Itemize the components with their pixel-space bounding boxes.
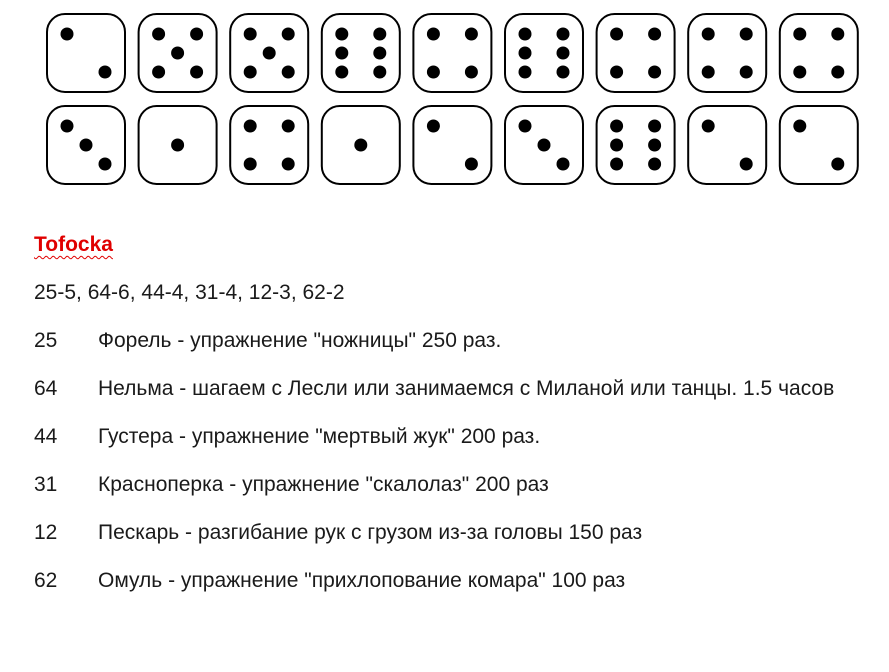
die-outline bbox=[413, 14, 491, 92]
die-face-2 bbox=[688, 106, 766, 184]
die-outline bbox=[688, 14, 766, 92]
die-pip bbox=[335, 28, 348, 41]
die-pip bbox=[282, 120, 295, 133]
entry-text: Густера - упражнение "мертвый жук" 200 раз. bbox=[98, 425, 541, 448]
die-pip bbox=[557, 66, 570, 79]
entry-12 bbox=[34, 516, 874, 550]
die-pip bbox=[282, 66, 295, 79]
die-pip bbox=[648, 139, 661, 152]
die-pip bbox=[335, 47, 348, 60]
entry-code: 44 bbox=[34, 425, 58, 448]
die-pip bbox=[99, 158, 112, 171]
die-pip bbox=[282, 28, 295, 41]
die-face-4 bbox=[230, 106, 308, 184]
die-pip bbox=[373, 66, 386, 79]
dice-area bbox=[0, 0, 889, 200]
die-face-6 bbox=[505, 14, 583, 92]
die-pip bbox=[80, 139, 93, 152]
die-pip bbox=[61, 28, 74, 41]
die-pip bbox=[244, 28, 257, 41]
die-pip bbox=[244, 158, 257, 171]
die-pip bbox=[740, 66, 753, 79]
die-pip bbox=[610, 66, 623, 79]
die-pip bbox=[244, 66, 257, 79]
die-outline bbox=[413, 106, 491, 184]
die-pip bbox=[702, 28, 715, 41]
die-face-4 bbox=[780, 14, 858, 92]
die-pip bbox=[152, 28, 165, 41]
die-pip bbox=[793, 28, 806, 41]
die-pip bbox=[610, 28, 623, 41]
die-face-6 bbox=[597, 106, 675, 184]
die-outline bbox=[322, 14, 400, 92]
die-pip bbox=[427, 28, 440, 41]
die-pip bbox=[538, 139, 551, 152]
entry-code: 12 bbox=[34, 521, 58, 544]
die-pip bbox=[648, 158, 661, 171]
entry-text: Омуль - упражнение "прихлопование комара" 100 раз bbox=[98, 569, 626, 592]
die-pip bbox=[831, 66, 844, 79]
die-outline bbox=[688, 106, 766, 184]
die-outline bbox=[597, 106, 675, 184]
die-face-4 bbox=[597, 14, 675, 92]
die-pip bbox=[831, 158, 844, 171]
entry-text: Нельма - шагаем с Лесли или занимаемся с Миланой или танцы. 1.5 часов bbox=[98, 377, 835, 400]
entry-code: 25 bbox=[34, 329, 58, 352]
die-face-3 bbox=[47, 106, 125, 184]
die-pip bbox=[519, 66, 532, 79]
die-pip bbox=[427, 66, 440, 79]
die-pip bbox=[152, 66, 165, 79]
die-pip bbox=[557, 28, 570, 41]
die-pip bbox=[465, 158, 478, 171]
die-face-2 bbox=[47, 14, 125, 92]
die-pip bbox=[702, 66, 715, 79]
die-pip bbox=[190, 28, 203, 41]
entry-64 bbox=[34, 372, 874, 406]
die-pip bbox=[465, 66, 478, 79]
die-face-1 bbox=[322, 106, 400, 184]
dice-summary: 25-5, 64-6, 44-4, 31-4, 12-3, 62-2 bbox=[34, 281, 345, 304]
die-outline bbox=[780, 106, 858, 184]
entry-code: 64 bbox=[34, 377, 58, 400]
die-face-4 bbox=[688, 14, 766, 92]
die-face-2 bbox=[780, 106, 858, 184]
entry-text: Пескарь - разгибание рук с грузом из-за головы 150 раз bbox=[98, 521, 643, 544]
die-pip bbox=[519, 120, 532, 133]
die-face-6 bbox=[322, 14, 400, 92]
entry-25 bbox=[34, 324, 874, 358]
die-pip bbox=[171, 47, 184, 60]
die-pip bbox=[648, 66, 661, 79]
die-pip bbox=[519, 47, 532, 60]
die-pip bbox=[740, 158, 753, 171]
die-pip bbox=[373, 28, 386, 41]
die-pip bbox=[354, 139, 367, 152]
die-pip bbox=[557, 158, 570, 171]
die-pip bbox=[610, 120, 623, 133]
die-pip bbox=[465, 28, 478, 41]
die-pip bbox=[740, 28, 753, 41]
document-body bbox=[34, 228, 874, 612]
die-face-4 bbox=[413, 14, 491, 92]
die-face-5 bbox=[139, 14, 217, 92]
die-pip bbox=[244, 120, 257, 133]
entry-31 bbox=[34, 468, 874, 502]
die-pip bbox=[610, 158, 623, 171]
die-pip bbox=[610, 139, 623, 152]
die-pip bbox=[793, 120, 806, 133]
die-pip bbox=[648, 120, 661, 133]
die-pip bbox=[99, 66, 112, 79]
die-face-2 bbox=[413, 106, 491, 184]
die-face-5 bbox=[230, 14, 308, 92]
die-pip bbox=[171, 139, 184, 152]
die-outline bbox=[230, 106, 308, 184]
die-pip bbox=[282, 158, 295, 171]
die-pip bbox=[427, 120, 440, 133]
die-outline bbox=[47, 14, 125, 92]
die-pip bbox=[557, 47, 570, 60]
entry-text: Красноперка - упражнение "скалолаз" 200 раз bbox=[98, 473, 549, 496]
entry-44 bbox=[34, 420, 874, 454]
die-pip bbox=[702, 120, 715, 133]
die-face-3 bbox=[505, 106, 583, 184]
die-pip bbox=[831, 28, 844, 41]
die-outline bbox=[597, 14, 675, 92]
die-pip bbox=[263, 47, 276, 60]
die-pip bbox=[190, 66, 203, 79]
die-face-1 bbox=[139, 106, 217, 184]
die-pip bbox=[373, 47, 386, 60]
die-pip bbox=[519, 28, 532, 41]
entry-62 bbox=[34, 564, 874, 598]
die-pip bbox=[648, 28, 661, 41]
die-pip bbox=[61, 120, 74, 133]
entry-text: Форель - упражнение "ножницы" 250 раз. bbox=[98, 329, 502, 352]
entry-code: 31 bbox=[34, 473, 58, 496]
document-heading: Tofocka bbox=[34, 233, 113, 256]
entry-code: 62 bbox=[34, 569, 58, 592]
die-outline bbox=[780, 14, 858, 92]
die-outline bbox=[505, 14, 583, 92]
die-pip bbox=[335, 66, 348, 79]
die-pip bbox=[793, 66, 806, 79]
